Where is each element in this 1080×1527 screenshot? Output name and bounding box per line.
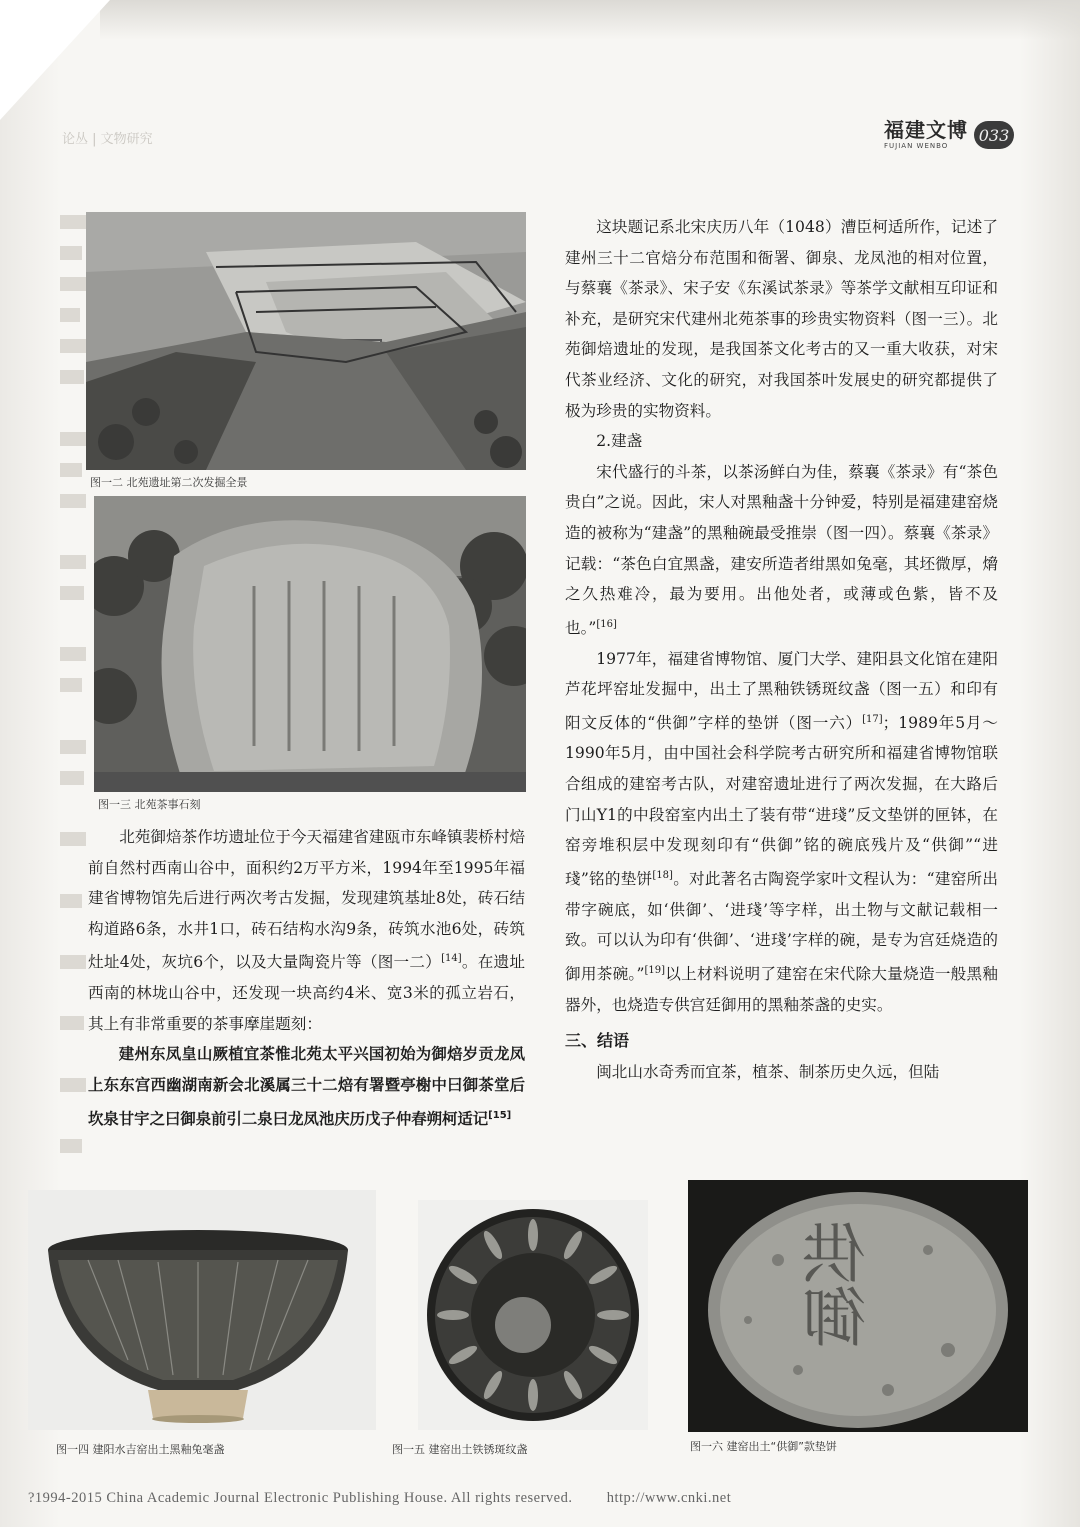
right-paragraph-3b: ；1989年5月～1990年5月，由中国社会科学院考古研究所和福建省博物馆联合组成的建窑考古队，对建窑遗址进行了两次发掘，在大路后门山Y1的中段窑室内出土了装有带“进琖”反文垫饼的匣钵，在窑旁堆积层中发现刻印有“供御”铭的碗底残片及“供御”“进琖”铭的垫饼 (565, 713, 999, 889)
masthead (884, 120, 1014, 150)
left-paragraph-1-text: 北苑御焙茶作坊遗址位于今天福建省建瓯市东峰镇裴桥村焙前自然村西南山谷中，面积约2万平方米，1994年至1995年福建省博物馆先后进行两次考古发掘，发现建筑基址8处，砖石结构道路6条，水井1口，砖石结构水沟9条，砖筑水池6处，砖筑灶址4处，灰坑6个，以及大量陶瓷片等（图一二） (88, 828, 525, 972)
left-paragraph-1-tail: 。在遗址西南的林垅山谷中，还发现一块高约4米、宽3米的孤立岩石，其上有非常重要的茶事摩崖题刻： (88, 953, 525, 1033)
section-title-conclusion: 三、结语 (565, 1031, 630, 1051)
subheading-jian-zhan: 2.建盏 (596, 432, 643, 451)
right-paragraph-2-text: 宋代盛行的斗茶，以茶汤鲜白为佳，蔡襄《茶录》有“茶色贵白”之说。因此，宋人对黑釉盏十分钟爱，特别是福建建窑烧造的被称为“建盏”的黑釉碗最受推崇（图一四）。蔡襄《茶录》记载：“茶色白宜黑盏，建安所造者绀黑如兔毫，其坯微厚，熁之久热难冷，最为要用。出他处者，或薄或色紫，皆不及也。” (565, 462, 998, 637)
right-column (565, 212, 998, 1087)
right-paragraph-3c: 。对此著名古陶瓷学家叶文程认为：“建窑所出带字碗底，如‘供御’、‘进琖’等字样，出土物与文献记载相一致。可以认为印有‘供御’、‘进琖’字样的碗，是专为宫廷烧造的御用茶碗。” (565, 870, 998, 983)
figure-12-photo (86, 212, 526, 470)
right-paragraph-1: 这块题记系北宋庆历八年（1048）漕臣柯适所作，记述了建州三十二官焙分布范围和衙署、御泉、龙凤池的相对位置，与蔡襄《茶录》、宋子安《东溪试茶录》等茶学文献相互印证和补充，是研究宋代建州北苑茶事的珍贵实物资料（图一三）。北苑御焙遗址的发现，是我国茶文化考古的又一重大收获，对宋代茶业经济、文化的研究，对我国茶叶发展史的研究都提供了极为珍贵的实物资料。 (565, 218, 998, 420)
figure-16-photo (688, 1180, 1028, 1432)
citation-18: [18] (652, 869, 673, 881)
figure-16-caption: 图一六 建窑出土“供御”款垫饼 (690, 1440, 837, 1453)
copyright-footer (28, 1490, 731, 1507)
citation-19: [19] (644, 964, 665, 976)
rust-spot-bowl-image (418, 1200, 648, 1430)
page-number: 033 (974, 121, 1014, 149)
section-tag: 论丛 | 文物研究 (62, 132, 153, 147)
masthead-logo-block (884, 120, 968, 150)
figure-12-caption: 图一二 北苑遗址第二次发掘全景 (90, 476, 248, 489)
citation-16: [16] (596, 618, 617, 630)
citation-15: [15] (488, 1109, 512, 1121)
rock-inscription (88, 1039, 525, 1134)
masthead-subtitle: FUJIAN WENBO (884, 142, 949, 150)
excavation-site-image (86, 212, 526, 470)
citation-17: [17] (862, 713, 883, 725)
figure-13-photo (94, 496, 526, 792)
masthead-logo: 福建文博 (884, 118, 968, 142)
figure-15-caption: 图一五 建窑出土铁锈斑纹盏 (392, 1443, 528, 1456)
left-column (88, 822, 525, 1134)
copyright-text: ?1994-2015 China Academic Journal Electronic Publishing House. All rights reserved. (28, 1490, 573, 1506)
hare-fur-bowl-image (28, 1190, 376, 1430)
kiln-spacer-stamp: 供御 (803, 1220, 877, 1348)
citation-14: [14] (441, 953, 462, 965)
figure-14-photo (28, 1190, 376, 1430)
rock-inscription-text: 建州东凤皇山厥植宜茶惟北苑太平兴国初始为御焙岁贡龙凤上东东宫西幽湖南新会北溪属三十二焙有署暨亭榭中曰御茶堂后坎泉甘宇之曰御泉前引二泉曰龙凤池庆历戊子仲春朔柯适记 (88, 1045, 525, 1128)
right-paragraph-3a: 1977年，福建省博物馆、厦门大学、建阳县文化馆在建阳芦花坪窑址发掘中，出土了黑釉铁锈斑纹盏（图一五）和印有阳文反体的“供御”字样的垫饼（图一六） (565, 649, 998, 732)
cnki-url[interactable]: http://www.cnki.net (606, 1490, 732, 1506)
right-paragraph-4: 闽北山水奇秀而宜茶，植茶、制茶历史久远，但陆 (596, 1062, 940, 1081)
corner-fold (0, 0, 110, 120)
right-paragraph-3d: 以上材料说明了建窑在宋代除大量烧造一般黑釉器外，也烧造专供宫廷御用的黑釉茶盏的史实。 (565, 965, 998, 1014)
inscribed-rock-image (94, 496, 526, 792)
left-paragraph-1 (88, 822, 525, 1039)
scan-shadow (100, 0, 1080, 40)
figure-13-caption: 图一三 北苑茶事石刻 (98, 798, 201, 811)
right-paragraph-2 (565, 457, 998, 644)
figure-15-photo (418, 1200, 648, 1430)
figure-14-caption: 图一四 建阳水吉窑出土黑釉兔毫盏 (56, 1443, 225, 1456)
right-paragraph-3 (565, 644, 998, 1021)
